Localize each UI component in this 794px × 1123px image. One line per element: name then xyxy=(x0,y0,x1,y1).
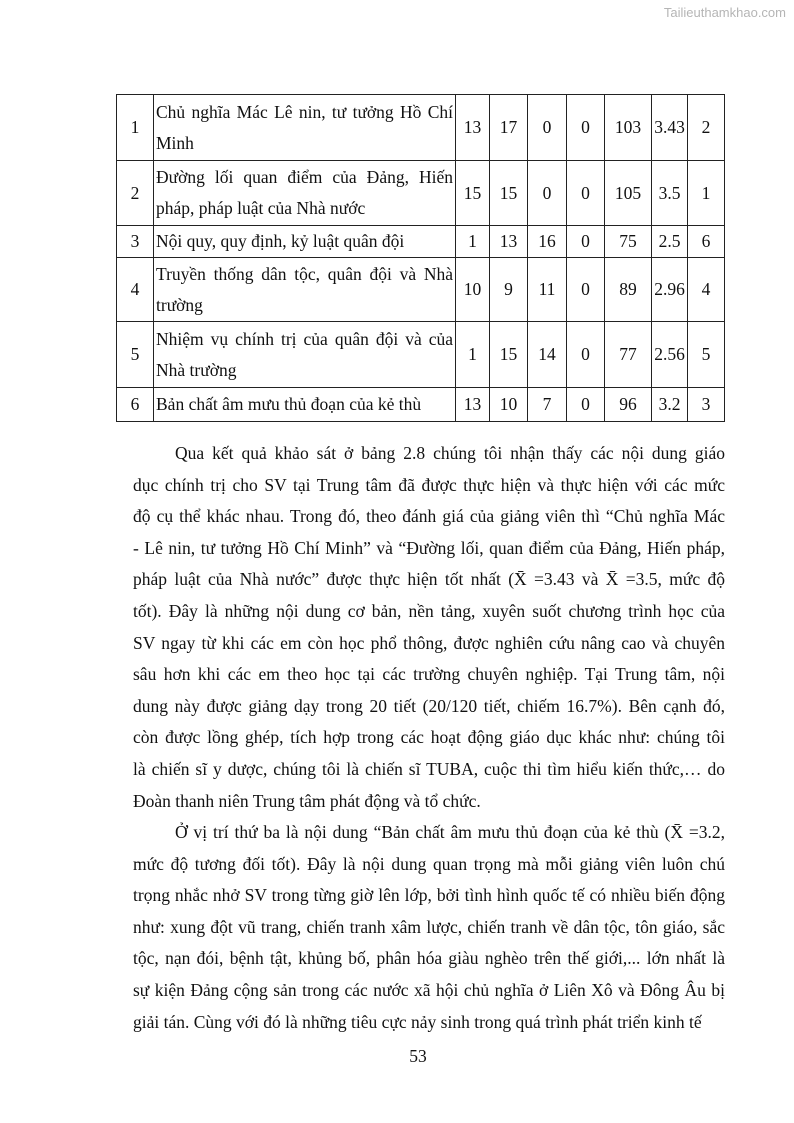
cell-mean: 2.96 xyxy=(652,258,688,322)
table-row xyxy=(117,226,725,258)
cell-content: Chủ nghĩa Mác Lê nin, tư tưởng Hồ Chí Minh xyxy=(154,95,456,161)
cell-c2: 13 xyxy=(490,226,528,258)
cell-c3: 0 xyxy=(528,161,567,226)
cell-c2: 17 xyxy=(490,95,528,161)
text-line: giải tán. Cùng với đó là những tiêu cực nảy sinh trong quá trình phát triển kinh tế xyxy=(133,1011,702,1032)
text-line: sâu hơn khi các em theo học tại các trường chuyên nghiệp. Tại Trung tâm, nội xyxy=(133,664,725,685)
cell-c4: 0 xyxy=(567,388,605,422)
cell-no: 6 xyxy=(117,388,154,422)
cell-mean: 2.5 xyxy=(652,226,688,258)
cell-c2: 9 xyxy=(490,258,528,322)
cell-c4: 0 xyxy=(567,226,605,258)
cell-rank: 5 xyxy=(688,322,725,388)
table-row xyxy=(117,95,725,161)
page-number: 53 xyxy=(409,1046,427,1066)
text-line: Qua kết quả khảo sát ở bảng 2.8 chúng tôi nhận thấy các nội dung giáo xyxy=(175,443,725,463)
cell-rank: 6 xyxy=(688,226,725,258)
text-line: là chiến sĩ y dược, chúng tôi là chiến sĩ TUBA, cuộc thi tìm hiểu kiến thức,… do xyxy=(133,758,725,779)
text-line: độ cụ thể khác nhau. Trong đó, theo đánh giá của giảng viên thì “Chủ nghĩa Mác xyxy=(133,506,725,527)
cell-content: Nội quy, quy định, kỷ luật quân đội xyxy=(154,226,456,258)
cell-total: 75 xyxy=(605,226,652,258)
text-line: trọng nhắc nhở SV trong từng giờ lên lớp, bởi tình hình quốc tế có nhiều biến động xyxy=(133,885,725,906)
cell-c3: 16 xyxy=(528,226,567,258)
cell-c2: 15 xyxy=(490,322,528,388)
cell-c3: 0 xyxy=(528,95,567,161)
cell-total: 103 xyxy=(605,95,652,161)
cell-content: Nhiệm vụ chính trị của quân đội và của Nhà trường xyxy=(154,322,456,388)
text-line: mức độ tương đối tốt). Đây là nội dung quan trọng mà mỗi giảng viên luôn chú xyxy=(133,853,725,874)
cell-c3: 11 xyxy=(528,258,567,322)
cell-mean: 3.2 xyxy=(652,388,688,422)
cell-total: 77 xyxy=(605,322,652,388)
cell-rank: 1 xyxy=(688,161,725,226)
cell-c1: 13 xyxy=(456,388,490,422)
text-line: còn được lồng ghép, tích hợp trong các hoạt động giáo dục khác như: chúng tôi xyxy=(133,727,725,748)
watermark: Tailieuthamkhao.com xyxy=(663,5,786,20)
text-line: sự kiện Đảng cộng sản trong các nước xã hội chủ nghĩa ở Liên Xô và Đông Âu bị xyxy=(133,979,725,1000)
table-row xyxy=(117,322,725,388)
text-line: Đoàn thanh niên Trung tâm phát động và tổ chức. xyxy=(133,790,481,811)
cell-rank: 4 xyxy=(688,258,725,322)
cell-c4: 0 xyxy=(567,161,605,226)
cell-c1: 13 xyxy=(456,95,490,161)
cell-c2: 10 xyxy=(490,388,528,422)
text-line: pháp luật của Nhà nước” được thực hiện tốt nhất (X̄ =3.43 và X̄ =3.5, mức độ xyxy=(133,569,725,590)
table-row xyxy=(117,388,725,422)
cell-c1: 10 xyxy=(456,258,490,322)
table-row xyxy=(117,258,725,322)
cell-c3: 14 xyxy=(528,322,567,388)
cell-rank: 3 xyxy=(688,388,725,422)
cell-c4: 0 xyxy=(567,95,605,161)
cell-c1: 1 xyxy=(456,226,490,258)
cell-no: 3 xyxy=(117,226,154,258)
cell-total: 96 xyxy=(605,388,652,422)
cell-c3: 7 xyxy=(528,388,567,422)
cell-no: 1 xyxy=(117,95,154,161)
text-line: Ở vị trí thứ ba là nội dung “Bản chất âm mưu thủ đoạn của kẻ thù (X̄ =3.2, xyxy=(175,822,725,842)
text-line: dung này được giảng dạy trong 20 tiết (20/120 tiết, chiếm 16.7%). Bên cạnh đó, xyxy=(133,695,725,716)
cell-content: Truyền thống dân tộc, quân đội và Nhà trường xyxy=(154,258,456,322)
cell-c4: 0 xyxy=(567,322,605,388)
cell-content: Bản chất âm mưu thủ đoạn của kẻ thù xyxy=(154,388,456,422)
cell-no: 5 xyxy=(117,322,154,388)
cell-total: 89 xyxy=(605,258,652,322)
cell-mean: 3.5 xyxy=(652,161,688,226)
text-line: - Lê nin, tư tưởng Hồ Chí Minh” và “Đường lối, quan điểm của Đảng, Hiến pháp, xyxy=(133,537,725,558)
cell-c4: 0 xyxy=(567,258,605,322)
cell-c2: 15 xyxy=(490,161,528,226)
text-line: như: xung đột vũ trang, chiến tranh xâm lược, chiến tranh về dân tộc, tôn giáo, sắc xyxy=(133,916,725,937)
paragraph-1 xyxy=(133,438,725,817)
text-line: tộc, nạn đói, bệnh tật, khủng bố, phân hóa giàu nghèo trên thế giới,... lớn nhất là xyxy=(133,948,725,969)
cell-no: 4 xyxy=(117,258,154,322)
text-line: dục chính trị cho SV tại Trung tâm đã được thực hiện và thực hiện với các mức xyxy=(133,474,725,495)
cell-content: Đường lối quan điểm của Đảng, Hiến pháp, pháp luật của Nhà nước xyxy=(154,161,456,226)
survey-table xyxy=(116,94,725,422)
table-row xyxy=(117,161,725,226)
text-line: SV ngay từ khi các em còn học phổ thông, được nghiên cứu nâng cao và chuyên xyxy=(133,632,725,653)
text-line: tốt). Đây là những nội dung cơ bản, nền tảng, xuyên suốt chương trình học của xyxy=(133,600,725,621)
paragraph-2 xyxy=(133,817,725,1038)
cell-mean: 2.56 xyxy=(652,322,688,388)
cell-c1: 1 xyxy=(456,322,490,388)
cell-mean: 3.43 xyxy=(652,95,688,161)
cell-rank: 2 xyxy=(688,95,725,161)
cell-total: 105 xyxy=(605,161,652,226)
cell-no: 2 xyxy=(117,161,154,226)
cell-c1: 15 xyxy=(456,161,490,226)
